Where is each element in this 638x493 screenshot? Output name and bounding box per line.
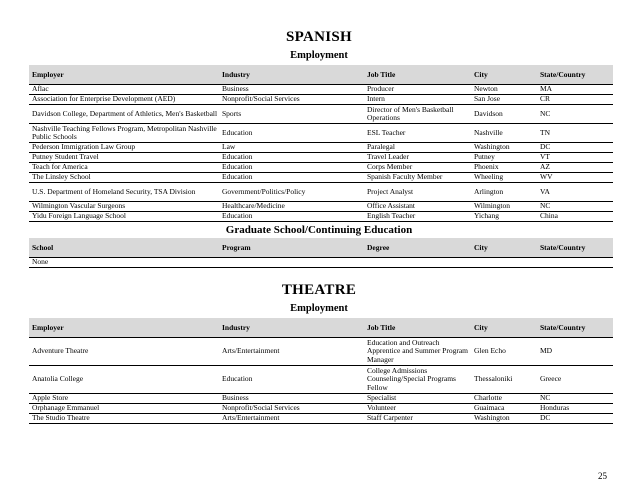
column-header: Industry	[219, 65, 364, 85]
table-row	[29, 173, 613, 183]
table-row	[29, 212, 613, 222]
cell: Washington	[471, 143, 537, 153]
table-row	[29, 366, 613, 394]
cell: Charlotte	[471, 394, 537, 404]
cell: Putney Student Travel	[29, 153, 219, 163]
cell: DC	[537, 143, 613, 153]
cell: NC	[537, 202, 613, 212]
table-row	[29, 153, 613, 163]
cell: Phoenix	[471, 163, 537, 173]
cell: Director of Men's Basketball Operations	[364, 105, 471, 124]
cell: Staff Carpenter	[364, 414, 471, 424]
table-row	[29, 404, 613, 414]
cell: Nonprofit/Social Services	[219, 404, 364, 414]
theatre-title: THEATRE	[281, 282, 357, 298]
cell: Business	[219, 85, 364, 95]
table-header-row	[29, 318, 613, 338]
cell: Thessaloniki	[471, 366, 537, 394]
cell: Paralegal	[364, 143, 471, 153]
cell	[219, 258, 364, 268]
table-row	[29, 202, 613, 212]
cell: Honduras	[537, 404, 613, 414]
cell: Corps Member	[364, 163, 471, 173]
theatre-employment-label: Employment	[290, 303, 348, 314]
cell: None	[29, 258, 219, 268]
cell: Aflac	[29, 85, 219, 95]
cell: ESL Teacher	[364, 124, 471, 143]
table-row	[29, 163, 613, 173]
cell	[537, 258, 613, 268]
cell: Education	[219, 124, 364, 143]
cell: Yichang	[471, 212, 537, 222]
cell: Adventure Theatre	[29, 338, 219, 366]
cell: Pederson Immigration Law Group	[29, 143, 219, 153]
cell: NC	[537, 105, 613, 124]
cell: Education and Outreach Apprentice and Summer Program Manager	[364, 338, 471, 366]
cell: English Teacher	[364, 212, 471, 222]
table-row	[29, 105, 613, 124]
table-row	[29, 95, 613, 105]
column-header: Employer	[29, 65, 219, 85]
cell: Project Analyst	[364, 183, 471, 202]
cell: Nonprofit/Social Services	[219, 95, 364, 105]
cell: Teach for America	[29, 163, 219, 173]
cell: Wheeling	[471, 173, 537, 183]
table-row	[29, 143, 613, 153]
column-header: Degree	[364, 238, 471, 258]
cell: Orphanage Emmanuel	[29, 404, 219, 414]
cell: Education	[219, 173, 364, 183]
cell: Greece	[537, 366, 613, 394]
cell: Education	[219, 366, 364, 394]
table-row	[29, 183, 613, 202]
cell	[471, 258, 537, 268]
cell: Newton	[471, 85, 537, 95]
table-row	[29, 338, 613, 366]
cell: Arts/Entertainment	[219, 414, 364, 424]
cell: Guaimaca	[471, 404, 537, 414]
cell: DC	[537, 414, 613, 424]
cell: MA	[537, 85, 613, 95]
cell: Government/Politics/Policy	[219, 183, 364, 202]
cell: Washington	[471, 414, 537, 424]
table-row	[29, 394, 613, 404]
cell: College Admissions Counseling/Special Programs Fellow	[364, 366, 471, 394]
cell: The Studio Theatre	[29, 414, 219, 424]
cell: Office Assistant	[364, 202, 471, 212]
column-header: State/Country	[537, 318, 613, 338]
column-header: State/Country	[537, 238, 613, 258]
table-row	[29, 124, 613, 143]
column-header: City	[471, 65, 537, 85]
cell: Specialist	[364, 394, 471, 404]
theatre-employment-table	[29, 318, 613, 424]
cell: Travel Leader	[364, 153, 471, 163]
cell: Association for Enterprise Development (AED)	[29, 95, 219, 105]
cell: Apple Store	[29, 394, 219, 404]
cell: Education	[219, 153, 364, 163]
cell: The Linsley School	[29, 173, 219, 183]
cell: VA	[537, 183, 613, 202]
cell: Putney	[471, 153, 537, 163]
cell: Business	[219, 394, 364, 404]
cell: Sports	[219, 105, 364, 124]
cell: Law	[219, 143, 364, 153]
column-header: State/Country	[537, 65, 613, 85]
table-row	[29, 414, 613, 424]
cell: Nashville	[471, 124, 537, 143]
cell: Wilmington	[471, 202, 537, 212]
cell: Education	[219, 212, 364, 222]
cell: Yidu Foreign Language School	[29, 212, 219, 222]
cell	[364, 258, 471, 268]
cell: VT	[537, 153, 613, 163]
cell: Intern	[364, 95, 471, 105]
column-header: Employer	[29, 318, 219, 338]
column-header: Program	[219, 238, 364, 258]
cell: WV	[537, 173, 613, 183]
cell: Glen Echo	[471, 338, 537, 366]
column-header: Job Title	[364, 318, 471, 338]
cell: Davidson College, Department of Athletics, Men's Basketball	[29, 105, 219, 124]
column-header: City	[471, 238, 537, 258]
column-header: School	[29, 238, 219, 258]
cell: NC	[537, 394, 613, 404]
cell: TN	[537, 124, 613, 143]
cell: Volunteer	[364, 404, 471, 414]
cell: Education	[219, 163, 364, 173]
cell: MD	[537, 338, 613, 366]
spanish-grad-label: Graduate School/Continuing Education	[225, 224, 413, 236]
cell: Spanish Faculty Member	[364, 173, 471, 183]
spanish-grad-table	[29, 238, 613, 268]
cell: Producer	[364, 85, 471, 95]
column-header: Industry	[219, 318, 364, 338]
cell: Arlington	[471, 183, 537, 202]
cell: China	[537, 212, 613, 222]
cell: Arts/Entertainment	[219, 338, 364, 366]
cell: San Jose	[471, 95, 537, 105]
cell: Davidson	[471, 105, 537, 124]
page-number: 25	[598, 471, 607, 481]
cell: AZ	[537, 163, 613, 173]
table-row	[29, 85, 613, 95]
column-header: City	[471, 318, 537, 338]
column-header: Job Title	[364, 65, 471, 85]
cell: Nashville Teaching Fellows Program, Metropolitan Nashville Public Schools	[29, 124, 219, 143]
cell: CR	[537, 95, 613, 105]
cell: Anatolia College	[29, 366, 219, 394]
table-header-row	[29, 65, 613, 85]
spanish-employment-table	[29, 65, 613, 222]
cell: U.S. Department of Homeland Security, TSA Division	[29, 183, 219, 202]
cell: Wilmington Vascular Surgeons	[29, 202, 219, 212]
cell: Healthcare/Medicine	[219, 202, 364, 212]
table-header-row	[29, 238, 613, 258]
spanish-title: SPANISH	[285, 29, 352, 45]
spanish-employment-label: Employment	[290, 50, 348, 61]
table-row	[29, 258, 613, 268]
